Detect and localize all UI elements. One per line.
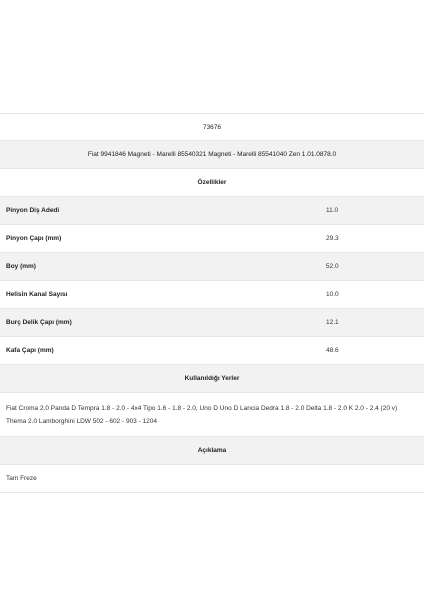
usage-heading: Kullanıldığı Yerler — [184, 375, 240, 382]
spec-row — [0, 253, 424, 281]
usage-row — [0, 393, 424, 437]
spec-label: Burç Delik Çapı (mm) — [6, 319, 72, 326]
spec-row — [0, 281, 424, 309]
spec-value: 11.0 — [326, 207, 339, 214]
reference-numbers: Fiat 9941846 Magneti - Marelli 85540321 Magneti - Marelli 85541040 Zen 1.01.0878.0 — [87, 151, 337, 158]
reference-row — [0, 141, 424, 169]
spec-label: Pinyon Çapı (mm) — [6, 235, 62, 242]
description-heading-row — [0, 437, 424, 465]
spec-value: 10.0 — [326, 291, 339, 298]
product-code-row — [0, 113, 424, 141]
spec-label: Kafa Çapı (mm) — [6, 347, 54, 354]
spec-row — [0, 197, 424, 225]
description-text: Tam Freze — [6, 475, 37, 482]
description-row — [0, 465, 424, 493]
spec-value: 29.3 — [326, 235, 339, 242]
spec-value: 48.6 — [326, 347, 339, 354]
spec-value: 52.0 — [326, 263, 339, 270]
spec-label: Boy (mm) — [6, 263, 36, 270]
features-heading-row — [0, 169, 424, 197]
features-heading: Özellikler — [197, 179, 227, 186]
spec-row — [0, 225, 424, 253]
product-spec-table — [0, 113, 424, 493]
usage-text: Fiat Croma 2.0 Panda D Tempra 1.8 - 2.0 - 4x4 Tipo 1.6 - 1.8 - 2.0, Uno D Uno D Lancia Dedra 1.8 - 2.0 Delta 1.8 - 2.0 K 2.0 - 2.4 (20 v) Thema 2.0 Lamborghini LDW 502 - 602 - 903 - 1204 — [6, 404, 398, 425]
spec-label: Helisin Kanal Sayısı — [6, 291, 68, 298]
spec-row — [0, 337, 424, 365]
product-code: 73676 — [202, 123, 222, 131]
spec-row — [0, 309, 424, 337]
usage-heading-row — [0, 365, 424, 393]
description-heading: Açıklama — [197, 447, 227, 454]
spec-value: 12.1 — [326, 319, 339, 326]
spec-label: Pinyon Diş Adedi — [6, 207, 60, 214]
